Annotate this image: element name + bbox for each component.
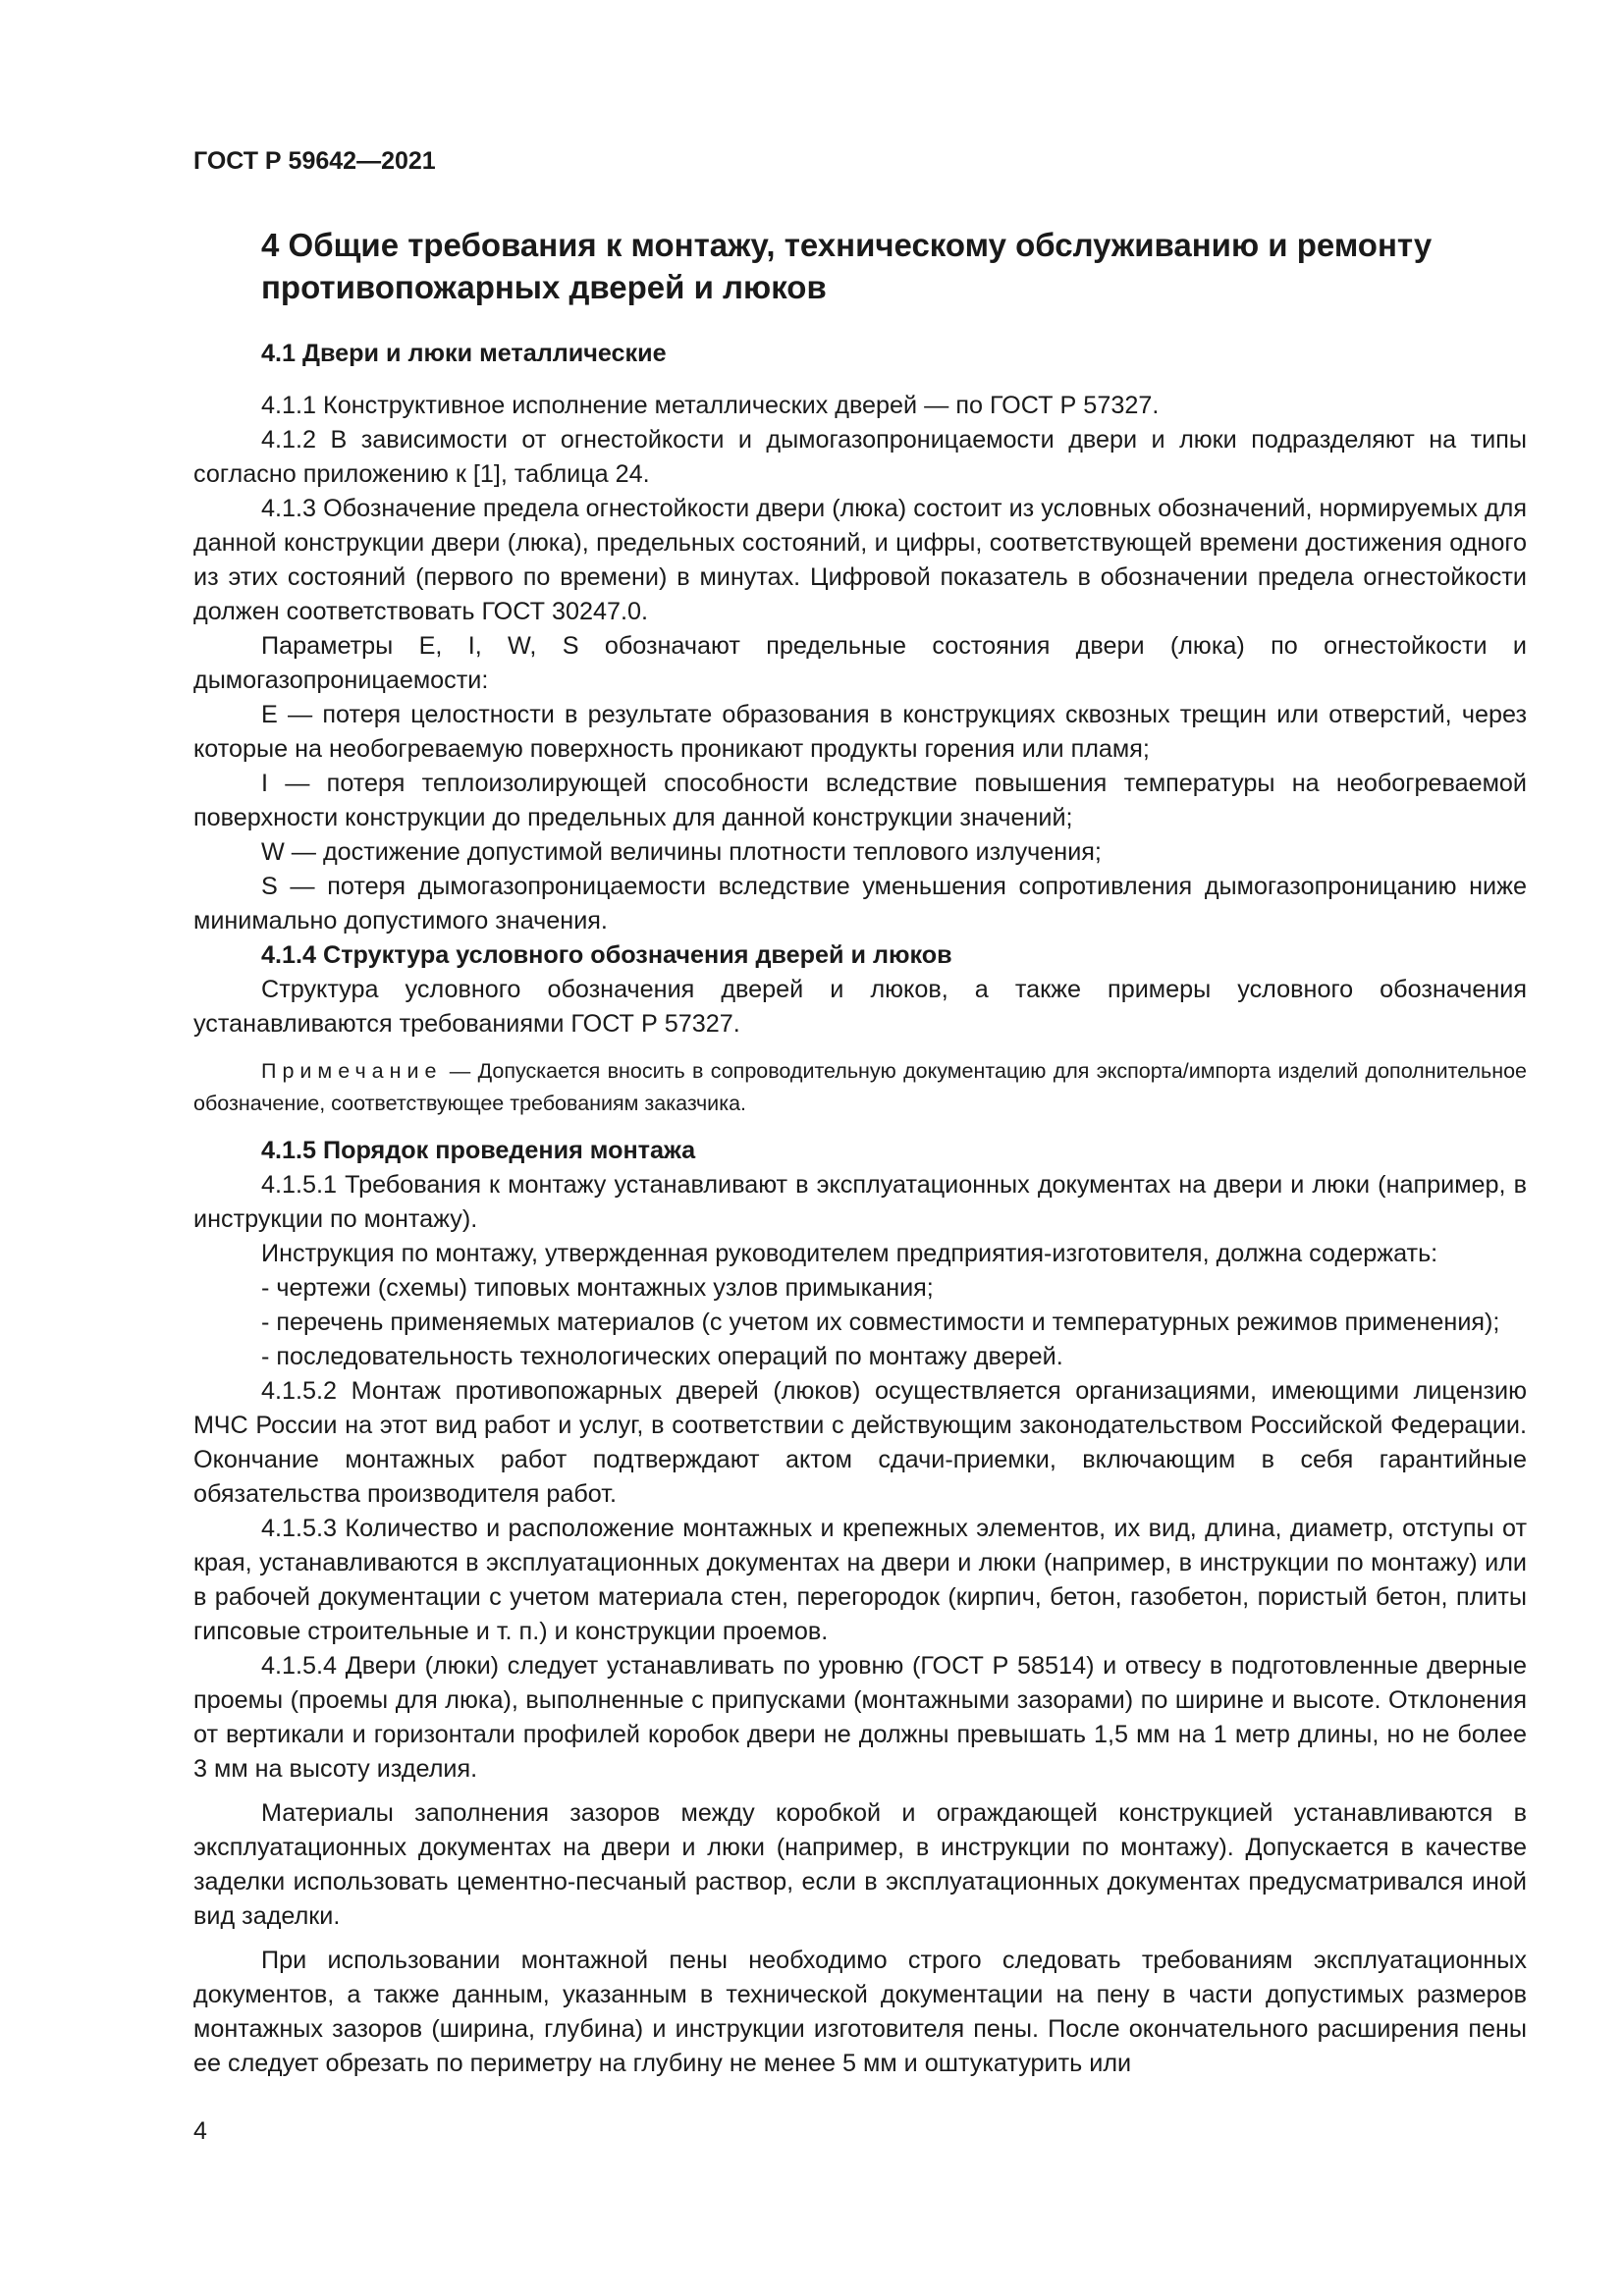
paragraph-4-1-5-4: 4.1.5.4 Двери (люки) следует устанавливать по уровню (ГОСТ Р 58514) и отвесу в подготовленные дверные проемы (проемы для люка), выполненные с припусками (монтажными зазорами) по ширине и высоте. Отклонения от вертикали и горизонтали профилей коробок двери не должны превышать 1,5 мм на 1 метр длины, но не более 3 мм на высоту изделия. [193, 1652, 1527, 1783]
list-item: - последовательность технологических операций по монтажу дверей. [261, 1343, 1063, 1370]
list-item: - перечень применяемых материалов (с учетом их совместимости и температурных режимов применения); [261, 1308, 1500, 1336]
paragraph-materials: Материалы заполнения зазоров между коробкой и ограждающей конструкцией устанавливаются в эксплуатационных документах на двери и люки (например, в инструкции по монтажу). Допускается в качестве заделки использовать цементно-песчаный раствор, если в эксплуатационных документах предусматривался иной вид заделки. [193, 1799, 1527, 1930]
list-item: - чертежи (схемы) типовых монтажных узлов примыкания; [261, 1274, 934, 1302]
heading-4-1: 4.1 Двери и люки металлические [261, 340, 667, 367]
document-body [193, 337, 1527, 2081]
section-title: 4 Общие требования к монтажу, техническому обслуживанию и ремонту противопожарных дверей и люков [261, 227, 1433, 305]
note [193, 1055, 1527, 1120]
definition-e: Е — потеря целостности в результате образования в конструкциях сквозных трещин или отверстий, через которые на необогреваемую поверхность проникают продукты горения или пламя; [193, 701, 1527, 763]
paragraph-4-1-4: Структура условного обозначения дверей и люков, а также примеры условного обозначения устанавливаются требованиями ГОСТ Р 57327. [193, 976, 1527, 1038]
paragraph-instruction: Инструкция по монтажу, утвержденная руководителем предприятия-изготовителя, должна содержать: [261, 1240, 1438, 1267]
paragraph-4-1-1: 4.1.1 Конструктивное исполнение металлических дверей — по ГОСТ Р 57327. [261, 392, 1160, 419]
paragraph-4-1-3: 4.1.3 Обозначение предела огнестойкости двери (люка) состоит из условных обозначений, нормируемых для данной конструкции двери (люка), предельных состояний, и цифры, соответствующей времени достижения одного из этих состояний (первого по времени) в минутах. Цифровой показатель в обозначении предела огнестойкости должен соответствовать ГОСТ 30247.0. [193, 495, 1527, 625]
definition-w: W — достижение допустимой величины плотности теплового излучения; [261, 838, 1102, 866]
note-label: Примечание [261, 1059, 443, 1083]
paragraph-parameters: Параметры E, I, W, S обозначают предельные состояния двери (люка) по огнестойкости и дымогазопроницаемости: [193, 632, 1527, 694]
paragraph-foam: При использовании монтажной пены необходимо строго следовать требованиям эксплуатационных документов, а также данным, указанным в технической документации на пену в части допустимых размеров монтажных зазоров (ширина, глубина) и инструкции изготовителя пены. После окончательного расширения пены ее следует обрезать по периметру на глубину не менее 5 мм и оштукатурить или [193, 1947, 1527, 2077]
heading-4-1-4: 4.1.4 Структура условного обозначения дверей и люков [261, 941, 952, 969]
page-number: 4 [193, 2117, 207, 2145]
note-text: — Допускается вносить в сопроводительную документацию для экспорта/импорта изделий дополнительное обозначение, соответствующее требованиям заказчика. [193, 1059, 1527, 1115]
definition-i: I — потеря теплоизолирующей способности вследствие повышения температуры на необогреваемой поверхности конструкции до предельных для данной конструкции значений; [193, 770, 1527, 831]
definition-s: S — потеря дымогазопроницаемости вследствие уменьшения сопротивления дымогазопроницанию ниже минимально допустимого значения. [193, 873, 1527, 934]
paragraph-4-1-2: 4.1.2 В зависимости от огнестойкости и дымогазопроницаемости двери и люки подразделяют на типы согласно приложению к [1], таблица 24. [193, 426, 1527, 488]
paragraph-4-1-5-2: 4.1.5.2 Монтаж противопожарных дверей (люков) осуществляется организациями, имеющими лицензию МЧС России на этот вид работ и услуг, в соответствии с действующим законодательством Российской Федерации. Окончание монтажных работ подтверждают актом сдачи-приемки, включающим в себя гарантийные обязательства производителя работ. [193, 1377, 1527, 1508]
heading-4-1-5: 4.1.5 Порядок проведения монтажа [261, 1137, 696, 1164]
document-header: ГОСТ Р 59642—2021 [193, 147, 436, 175]
paragraph-4-1-5-1: 4.1.5.1 Требования к монтажу устанавливают в эксплуатационных документах на двери и люки (например, в инструкции по монтажу). [193, 1171, 1527, 1233]
paragraph-4-1-5-3: 4.1.5.3 Количество и расположение монтажных и крепежных элементов, их вид, длина, диаметр, отступы от края, устанавливаются в эксплуатационных документах на двери и люки (например, в инструкции по монтажу) или в рабочей документации с учетом материала стен, перегородок (кирпич, бетон, газобетон, пористый бетон, плиты гипсовые строительные и т. п.) и конструкции проемов. [193, 1515, 1527, 1645]
